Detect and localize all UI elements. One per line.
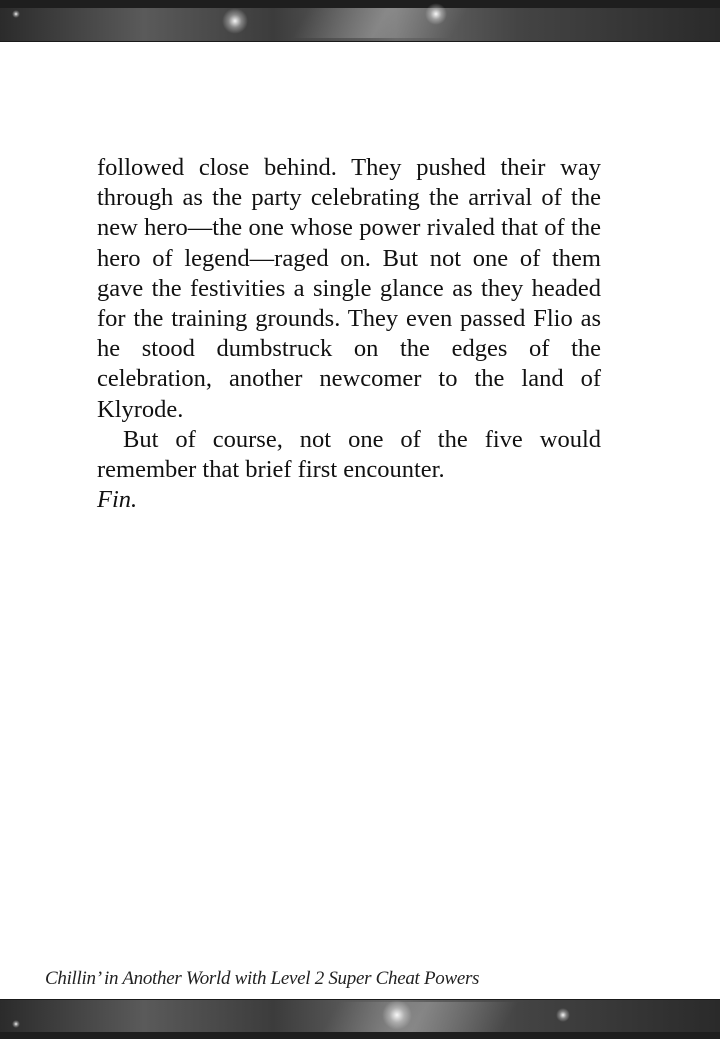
closing-word: Fin. (97, 486, 138, 513)
sparkle-icon (556, 1008, 570, 1022)
sparkle-icon (222, 8, 248, 34)
paragraph: followed close behind. They pushed their way through as the party celebrating the arrival of the new hero—the one whose power rivaled that of the hero of legend—raged on. But not one of them gave the festivities a single glance as they headed for the training grounds. They even passed Flio as he stood dumbstruck on the edges of the celebration, another newcomer to the land of Klyrode. (97, 154, 601, 423)
top-band-edge (0, 0, 720, 8)
bottom-band-edge (0, 1032, 720, 1039)
paragraph: But of course, not one of the five would remember that brief first encounter. (97, 425, 601, 484)
running-footer-title: Chillin’ in Another World with Level 2 Super Cheat Powers (45, 968, 480, 989)
sparkle-icon (12, 10, 20, 18)
bottom-decorative-band (0, 999, 720, 1039)
light-streak (321, 1002, 518, 1032)
sparkle-icon (382, 1000, 412, 1030)
sparkle-icon (12, 1020, 20, 1028)
story-text (97, 153, 601, 485)
sparkle-icon (425, 3, 447, 25)
top-decorative-band (0, 0, 720, 42)
